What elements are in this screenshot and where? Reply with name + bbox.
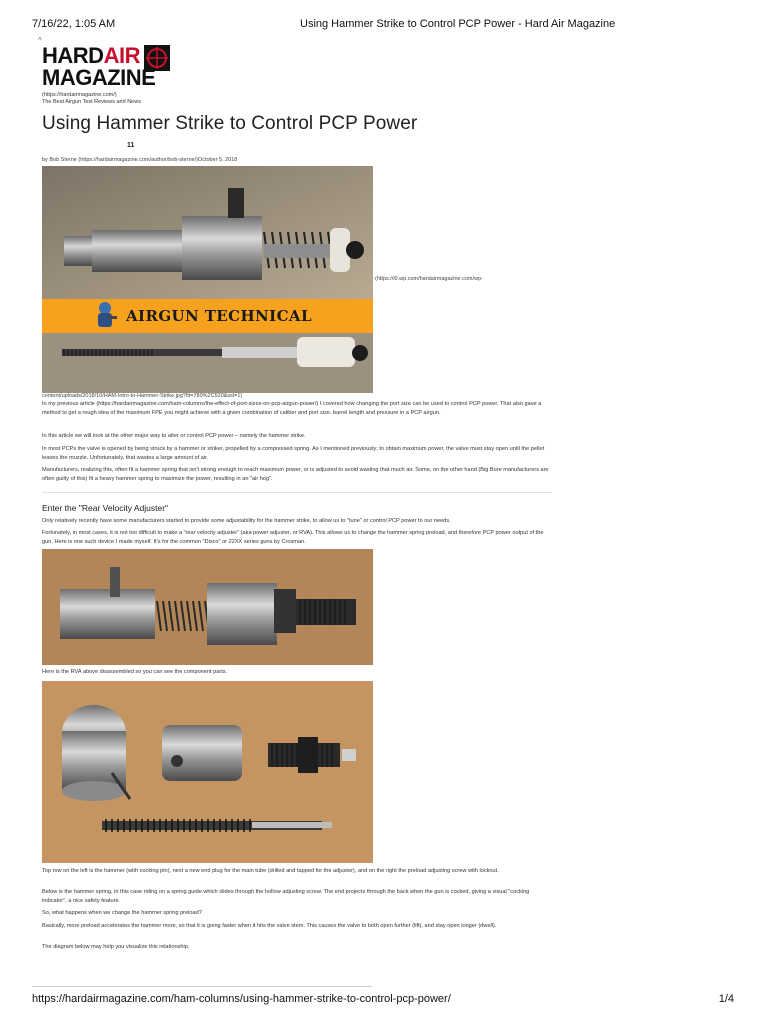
footer-rule	[32, 986, 372, 987]
article-byline[interactable]: by Bob Sterne (https://hardairmagazine.com/author/bob-sterne/)October 5, 2018	[42, 157, 238, 163]
paragraph-valve: In most PCPs the valve is opened by being struck by a hammer or striker, propelled by a compressed spring. As I mentioned previously; to obtain maximum power, the valve must stay open until the pellet leaves the muzzle. Unfortunately, that wastes a large amount of air.	[42, 446, 545, 461]
hero-photo-hammer-rod	[42, 333, 373, 393]
paragraph-adjustability: Only relatively recently have some manufacturers started to provide some adjustability for the hammer strike, to allow us to "tune" or control PCP power to our needs.	[42, 518, 451, 524]
paragraph-intro: In my previous article (https://hardairmagazine.com/ham-columns/the-effect-of-port-sizes-on-pcp-airgun-power/) I covered how changing the port size can be used to control PCP power. That also gave a method to get a rough idea of the maximum FPE you might achieve with a given combination of caliber and port size, barrel length and pressure in a PCP airgun.	[42, 401, 542, 416]
site-logo[interactable]	[42, 45, 172, 91]
print-datetime: 7/16/22, 1:05 AM	[32, 18, 116, 30]
section-divider	[42, 492, 552, 493]
paragraph-hammer-strike: In this article we will look at the other major way to alter or control PCP power – namely the hammer strike.	[42, 433, 306, 439]
section-heading: Enter the "Rear Velocity Adjuster"	[42, 503, 169, 513]
print-url: https://hardairmagazine.com/ham-columns/using-hammer-strike-to-control-pcp-power/	[32, 993, 451, 1005]
print-page-title: Using Hammer Strike to Control PCP Power - Hard Air Magazine	[300, 18, 616, 30]
paragraph-diagram-intro: The diagram below may help you visualize this relationship.	[42, 944, 190, 950]
site-tagline: The Best Airgun Test Reviews and News	[42, 99, 141, 105]
paragraph-rva: Fortunately, in most cases, it is not too difficult to make a "rear velocity adjuster" (aka power adjuster, or RVA). This allows us to change the hammer spring preload, and therefore PCP power output of the gun. Here is one such device I made myself. It's for the common "Disco" or 22XX series guns by Crosman.	[42, 530, 544, 545]
logo-word-magazine: MAGAZINE	[42, 65, 156, 90]
logo-wordmark-top	[42, 45, 140, 67]
print-page-number: 1/4	[718, 993, 734, 1005]
image-link-part2[interactable]: content/uploads/2018/10/HAM-Intro-to-Hammer-Strike.jpg?fit=780%2C520&ssl=1)	[42, 393, 243, 399]
paragraph-preload: Basically, more preload accelerates the hammer more, so that it is going faster when it hits the valve stem. This causes the valve to both open further (lift), and stay open longer (dwell).	[42, 923, 497, 929]
paragraph-question: So, what happens when we change the hammer spring preload?	[42, 910, 202, 916]
paragraph-components: Top row on the left is the hammer (with cocking pin), next a new end plug for the main tube (drilled and tapped for the adjuster), and on the right the preload adjusting screw with locknut.	[42, 868, 499, 874]
site-home-link[interactable]: (https://hardairmagazine.com/)	[42, 92, 117, 98]
mascot-icon	[92, 300, 118, 332]
hero-photo-hammer-assembly[interactable]	[42, 166, 373, 299]
airgun-technical-banner	[42, 299, 373, 333]
caption-rva-disassembled: Here is the RVA above disassembled so you can see the component parts.	[42, 669, 228, 675]
banner-text: AIRGUN TECHNICAL	[126, 307, 312, 325]
comment-count[interactable]: 11	[127, 142, 135, 149]
article-title: Using Hammer Strike to Control PCP Power	[42, 113, 418, 134]
paragraph-spring-guide: Below is the hammer spring, in this case riding on a spring guide which slides through the hollow adjusting screw. The end projects through the back when the gun is cocked, giving a visual "cocking indicator", a nice safety feature.	[42, 889, 530, 904]
logo-word-air: AIR	[103, 43, 140, 68]
image-link-part1[interactable]: (https://i0.wp.com/hardairmagazine.com/wp-	[375, 276, 483, 282]
photo-rva-components	[42, 681, 373, 863]
logo-word-hard: HARD	[42, 43, 104, 68]
paragraph-manufacturers: Manufacturers, realizing this, often fit a hammer spring that isn't strong enough to reach maximum power, or is adjusted to avoid wasting that much air. Some, on the other hand (Big Bore manufacturers are often guilty of this) fit a heavy hammer spring to maximize the power, resulting in an "air hog".	[42, 467, 549, 482]
scroll-top-caret[interactable]: ^	[38, 36, 42, 45]
photo-rva-assembled	[42, 549, 373, 665]
